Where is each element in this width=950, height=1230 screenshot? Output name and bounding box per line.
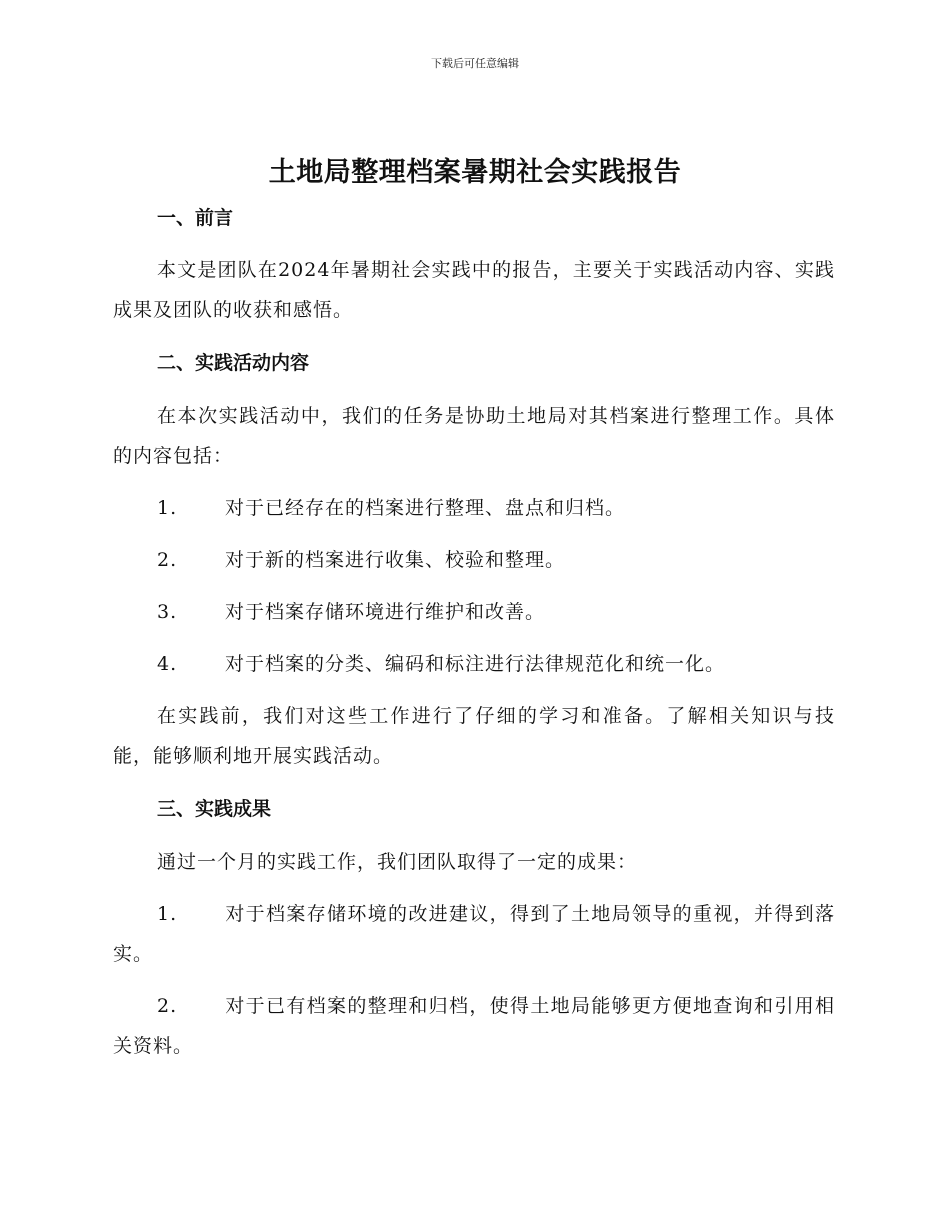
list-item xyxy=(113,488,835,528)
list-item-number: 2. xyxy=(157,549,178,571)
list-item-text: 对于档案存储环境进行维护和改善。 xyxy=(225,601,546,623)
list-item-number: 4. xyxy=(157,653,178,675)
header-note: 下载后可任意编辑 xyxy=(431,57,519,70)
list-item-text: 对于已有档案的整理和归档，使得土地局能够更方便地查询和引用相关资料。 xyxy=(113,995,835,1057)
list-item-number: 1. xyxy=(157,903,178,925)
list-item-text: 对于已经存在的档案进行整理、盘点和归档。 xyxy=(225,497,626,519)
document-title: 土地局整理档案暑期社会实践报告 xyxy=(268,157,682,188)
list-item-number: 3. xyxy=(157,601,178,623)
section-2-outro: 在实践前，我们对这些工作进行了仔细的学习和准备。了解相关知识与技能，能够顺利地开展实践活动。 xyxy=(113,705,835,767)
list-item xyxy=(113,894,835,974)
list-item xyxy=(113,986,835,1066)
section-heading-1: 一、前言 xyxy=(157,207,234,229)
list-item xyxy=(113,644,835,684)
section-1-paragraph: 本文是团队在2024年暑期社会实践中的报告，主要关于实践活动内容、实践成果及团队的收获和感悟。 xyxy=(113,259,835,321)
list-item-number: 2. xyxy=(157,995,178,1017)
list-item xyxy=(113,540,835,580)
section-2-intro: 在本次实践活动中，我们的任务是协助土地局对其档案进行整理工作。具体的内容包括： xyxy=(113,405,835,467)
list-item-text: 对于新的档案进行收集、校验和整理。 xyxy=(225,549,566,571)
section-heading-3: 三、实践成果 xyxy=(157,798,272,820)
section-3-intro: 通过一个月的实践工作，我们团队取得了一定的成果： xyxy=(157,851,638,873)
section-heading-2: 二、实践活动内容 xyxy=(157,352,310,374)
document-body xyxy=(113,198,835,1066)
list-item xyxy=(113,592,835,632)
list-item-text: 对于档案存储环境的改进建议，得到了土地局领导的重视，并得到落实。 xyxy=(113,903,835,965)
list-item-text: 对于档案的分类、编码和标注进行法律规范化和统一化。 xyxy=(225,653,726,675)
list-item-number: 1. xyxy=(157,497,178,519)
